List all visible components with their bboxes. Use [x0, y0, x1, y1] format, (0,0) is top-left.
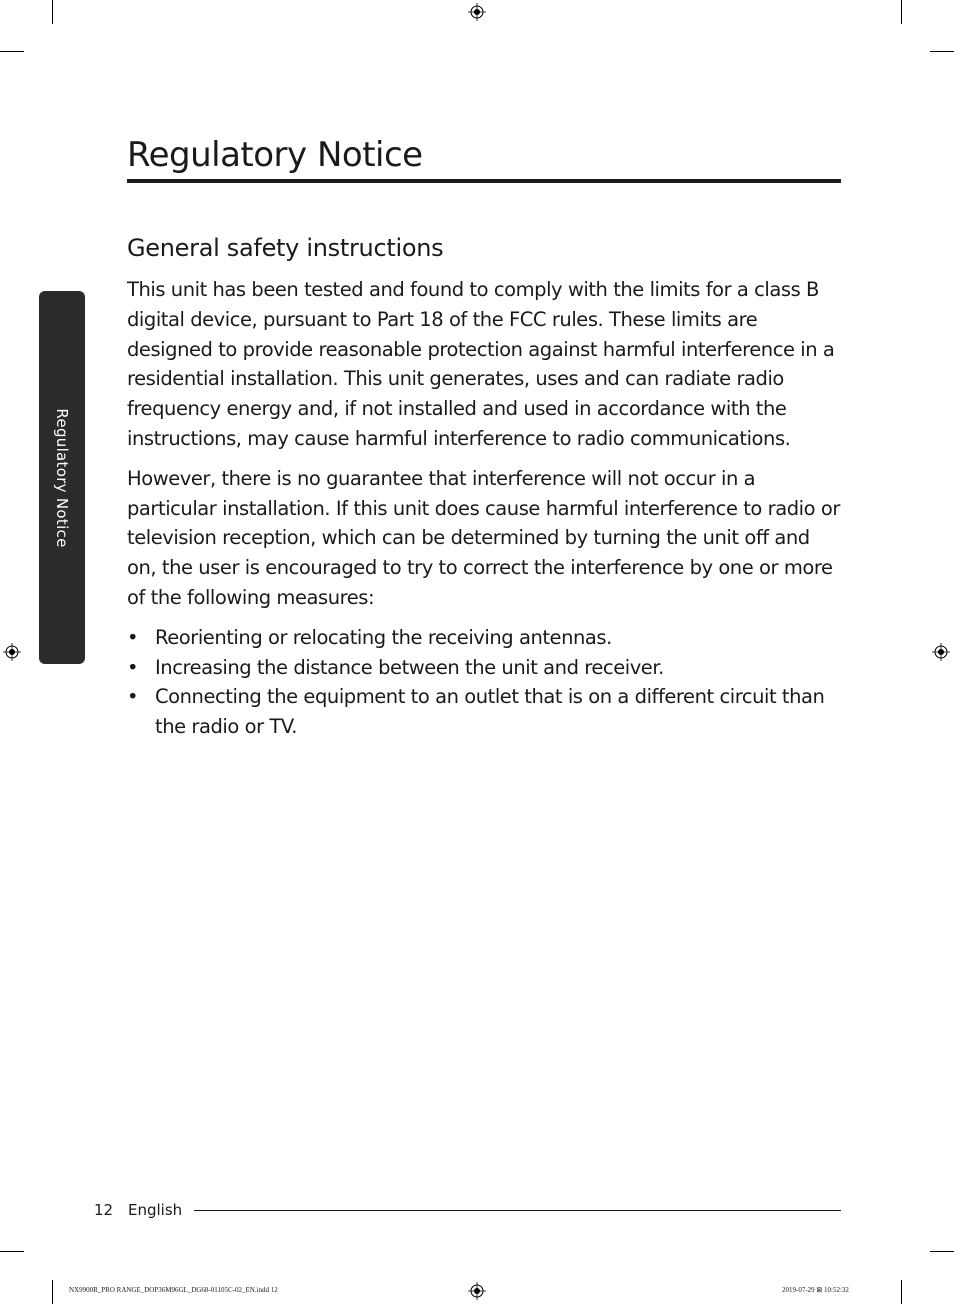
title-divider [127, 179, 841, 183]
paragraph: However, there is no guarantee that interference will not occur in a particular installation. If this unit does cause harmful interference to radio or television reception, which can be determined by turning the unit off and on, the user is encouraged to try to correct the interference by one or more of the following measures: [127, 466, 840, 609]
section-heading: General safety instructions [127, 234, 444, 262]
bullet-icon: • [127, 655, 139, 679]
main-content [127, 231, 841, 742]
page-title: Regulatory Notice [127, 135, 423, 175]
registration-mark-icon [468, 3, 486, 21]
list-item-text: Connecting the equipment to an outlet that is on a different circuit than the radio or TV. [155, 685, 825, 739]
crop-mark [930, 1251, 954, 1252]
footer-language: English [128, 1201, 183, 1219]
list-item-text: Increasing the distance between the unit and receiver. [155, 655, 664, 679]
list-item [127, 653, 841, 683]
bullet-list [127, 623, 841, 742]
print-slug-timestamp: 2019-07-29 ⊠ 10:52:32 [782, 1286, 849, 1294]
registration-mark-icon [3, 643, 21, 661]
side-tab [39, 291, 85, 664]
crop-mark [52, 0, 53, 24]
crop-mark [0, 1251, 24, 1252]
crop-mark [930, 51, 954, 52]
crop-mark [0, 51, 24, 52]
registration-mark-icon [468, 1282, 486, 1300]
list-item-text: Reorienting or relocating the receiving antennas. [155, 625, 612, 649]
crop-mark [52, 1280, 53, 1304]
bullet-icon: • [127, 625, 139, 649]
registration-mark-icon [932, 643, 950, 661]
print-slug-file: NX9900R_PRO RANGE_DOP36M96GL_DG68-01105C-02_EN.indd 12 [69, 1286, 278, 1294]
side-tab-label: Regulatory Notice [53, 407, 71, 548]
bullet-icon: • [127, 685, 139, 709]
crop-mark [901, 1280, 902, 1304]
list-item [127, 623, 841, 653]
crop-mark [901, 0, 902, 24]
paragraph: This unit has been tested and found to comply with the limits for a class B digital device, pursuant to Part 18 of the FCC rules. These limits are designed to provide reasonable protection against harmful interference in a residential installation. This unit generates, uses and can radiate radio frequency energy and, if not installed and used in accordance with the instructions, may cause harmful interference to radio communications. [127, 278, 835, 450]
list-item [127, 682, 841, 742]
page-number: 12 [94, 1201, 114, 1219]
footer-divider [194, 1210, 841, 1211]
